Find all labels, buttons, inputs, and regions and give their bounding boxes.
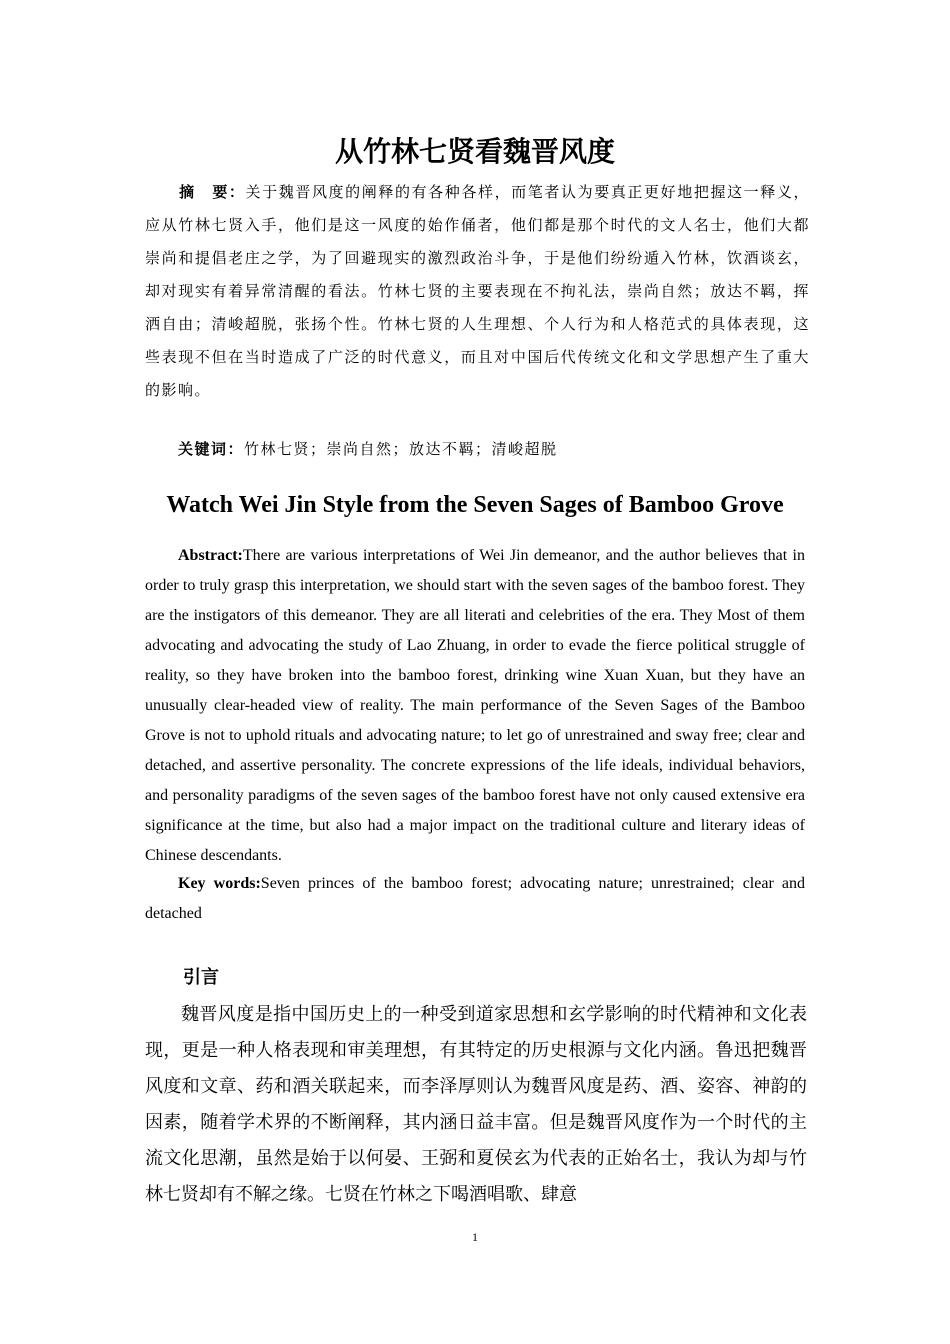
english-title: Watch Wei Jin Style from the Seven Sages of Bamboo Grove <box>166 492 784 518</box>
chinese-keywords-label: 关键词： <box>178 440 245 458</box>
english-abstract-text: There are various interpretations of Wei Jin demeanor, and the author believes that in order to truly grasp this interpretation, we should start with the seven sages of the bamboo forest. They are the instigators of this demeanor. They are all literati and celebrities of the era. They Most of them advocating and advocating the study of Lao Zhuang, in order to evade the fierce political struggle of reality, so they have broken into the bamboo forest, drinking wine Xuan Xuan, but they have an unusually clear-headed view of reality. The main performance of the Seven Sages of the Bamboo Grove is not to uphold rituals and advocating nature; to let go of unrestrained and sway free; clear and detached, and assertive personality. The concrete expressions of the life ideals, individual behaviors, and personality paradigms of the seven sages of the bamboo forest have not only caused extensive era significance at the time, but also had a major impact on the traditional culture and literary ideas of Chinese descendants. <box>145 547 805 864</box>
introduction-heading: 引言 <box>183 967 219 988</box>
english-keywords-label: Key words: <box>178 875 261 892</box>
english-keywords-text: Seven princes of the bamboo forest; advocating nature; unrestrained; clear and detached <box>145 875 806 922</box>
chinese-title: 从竹林七贤看魏晋风度 <box>334 135 615 168</box>
chinese-abstract-label: 摘 要： <box>179 183 246 201</box>
chinese-keywords-text: 竹林七贤；崇尚自然；放达不羁；清峻超脱 <box>244 440 558 458</box>
english-keywords <box>145 869 805 929</box>
english-abstract <box>145 541 805 871</box>
chinese-abstract <box>145 176 810 407</box>
introduction-paragraph: 魏晋风度是指中国历史上的一种受到道家思想和玄学影响的时代精神和文化表现，更是一种人格表现和审美理想，有其特定的历史根源与文化内涵。鲁迅把魏晋风度和文章、药和酒关联起来，而李泽厚则认为魏晋风度是药、酒、姿容、神韵的因素，随着学术界的不断阐释，其内涵日益丰富。但是魏晋风度作为一个时代的主流文化思潮，虽然是始于以何晏、王弼和夏侯玄为代表的正始名士，我认为却与竹林七贤却有不解之缘。七贤在竹林之下喝酒唱歌、肆意 <box>145 1004 807 1205</box>
english-abstract-label: Abstract: <box>178 547 243 564</box>
chinese-keywords <box>178 435 808 463</box>
page-number: 1 <box>472 1230 478 1244</box>
chinese-abstract-text: 关于魏晋风度的阐释的有各种各样，而笔者认为要真正更好地把握这一释义，应从竹林七贤入手，他们是这一风度的始作俑者，他们都是那个时代的文人名士，他们大都崇尚和提倡老庄之学，为了回避现实的激烈政治斗争，于是他们纷纷遁入竹林，饮酒谈玄，却对现实有着异常清醒的看法。竹林七贤的主要表现在不拘礼法，崇尚自然；放达不羁，挥洒自由；清峻超脱，张扬个性。竹林七贤的人生理想、个人行为和人格范式的具体表现，这些表现不但在当时造成了广泛的时代意义，而且对中国后代传统文化和文学思想产生了重大的影响。 <box>145 183 810 399</box>
